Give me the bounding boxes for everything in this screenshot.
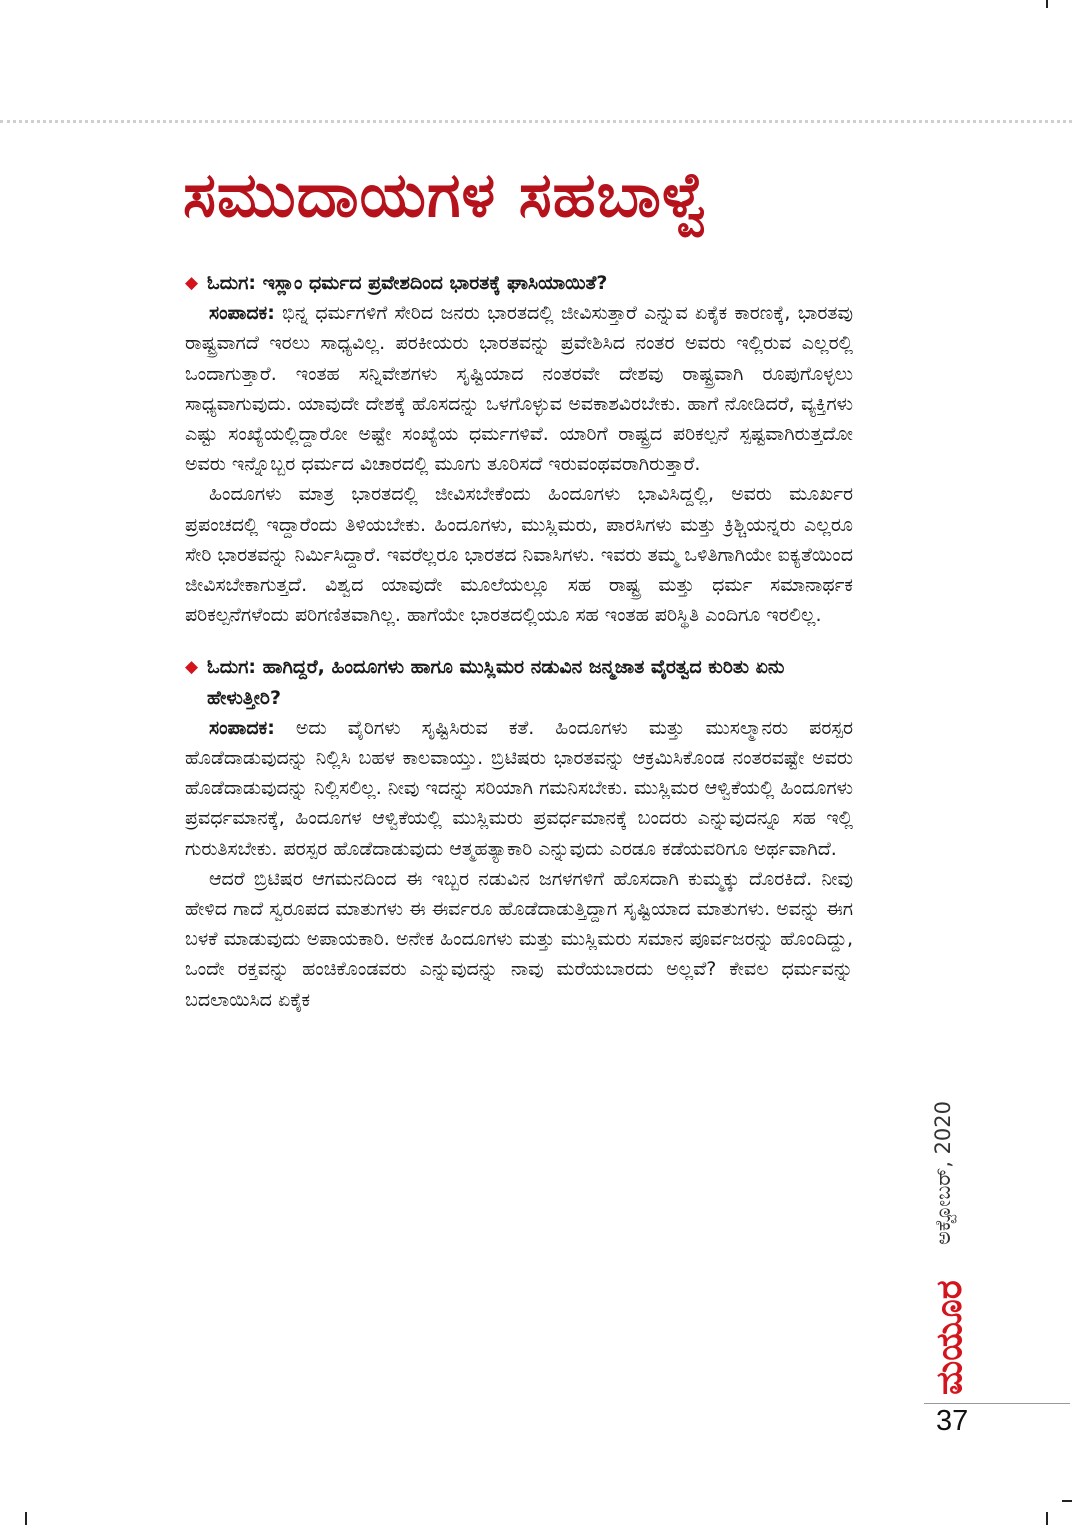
editor-answer-paragraph <box>185 298 853 479</box>
answer-text: ಭಿನ್ನ ಧರ್ಮಗಳಿಗೆ ಸೇರಿದ ಜನರು ಭಾರತದಲ್ಲಿ ಜೀವಿಸುತ್ತಾರೆ ಎನ್ನುವ ಏಕೈಕ ಕಾರಣಕ್ಕೆ, ಭಾರತವು ರಾಷ್ಟ್ರವಾಗದೆ ಇರಲು ಸಾಧ್ಯವಿಲ್ಲ. ಪರಕೀಯರು ಭಾರತವನ್ನು ಪ್ರವೇಶಿಸಿದ ನಂತರ ಅವರು ಇಲ್ಲಿರುವ ಎಲ್ಲರಲ್ಲಿ ಒಂದಾಗುತ್ತಾರೆ. ಇಂತಹ ಸನ್ನಿವೇಶಗಳು ಸೃಷ್ಟಿಯಾದ ನಂತರವೇ ದೇಶವು ರಾಷ್ಟ್ರವಾಗಿ ರೂಪುಗೊಳ್ಳಲು ಸಾಧ್ಯವಾಗುವುದು. ಯಾವುದೇ ದೇಶಕ್ಕೆ ಹೊಸದನ್ನು ಒಳಗೊಳ್ಳುವ ಅವಕಾಶವಿರಬೇಕು. ಹಾಗೆ ನೋಡಿದರೆ, ವ್ಯಕ್ತಿಗಳು ಎಷ್ಟು ಸಂಖ್ಯೆಯಲ್ಲಿದ್ದಾರೋ ಅಷ್ಟೇ ಸಂಖ್ಯೆಯ ಧರ್ಮಗಳಿವೆ. ಯಾರಿಗೆ ರಾಷ್ಟ್ರದ ಪರಿಕಲ್ಪನೆ ಸ್ಪಷ್ಟವಾಗಿರುತ್ತದೋ ಅವರು ಇನ್ನೊಬ್ಬರ ಧರ್ಮದ ವಿಚಾರದಲ್ಲಿ ಮೂಗು ತೂರಿಸದೆ ಇರುವಂಥವರಾಗಿರುತ್ತಾರೆ. <box>185 302 853 476</box>
header-dotted-rule <box>0 120 1072 123</box>
reader-question <box>185 268 853 298</box>
question-text: ಓದುಗ: ಹಾಗಿದ್ದರೆ, ಹಿಂದೂಗಳು ಹಾಗೂ ಮುಸ್ಲಿಮರ ನಡುವಿನ ಜನ್ಮಜಾತ ವೈರತ್ವದ ಕುರಿತು ಏನು ಹೇಳುತ್ತೀರಿ? <box>207 656 785 709</box>
speaker-label: ಸಂಪಾದಕ: <box>209 302 275 325</box>
diamond-bullet-icon: ◆ <box>185 657 199 678</box>
speaker-label: ಸಂಪಾದಕ: <box>209 716 275 739</box>
crop-mark-top <box>1046 0 1048 8</box>
issue-date: ಅಕ್ಟೋಬರ್, 2020 <box>931 1100 955 1245</box>
qa-section-2 <box>185 652 853 1014</box>
qa-section-1 <box>185 268 853 630</box>
answer-text: ಅದು ವೈರಿಗಳು ಸೃಷ್ಟಿಸಿರುವ ಕತೆ. ಹಿಂದೂಗಳು ಮತ್ತು ಮುಸಲ್ಮಾನರು ಪರಸ್ಪರ ಹೊಡೆದಾಡುವುದನ್ನು ನಿಲ್ಲಿಸಿ ಬಹಳ ಕಾಲವಾಯ್ತು. ಬ್ರಿಟಿಷರು ಭಾರತವನ್ನು ಆಕ್ರಮಿಸಿಕೊಂಡ ನಂತರವಷ್ಟೇ ಅವರು ಹೊಡೆದಾಡುವುದನ್ನು ನಿಲ್ಲಿಸಲಿಲ್ಲ. ನೀವು ಇದನ್ನು ಸರಿಯಾಗಿ ಗಮನಿಸಬೇಕು. ಮುಸ್ಲಿಮರ ಆಳ್ವಿಕೆಯಲ್ಲಿ ಹಿಂದೂಗಳು ಪ್ರವರ್ಧಮಾನಕ್ಕೆ, ಹಿಂದೂಗಳ ಆಳ್ವಿಕೆಯಲ್ಲಿ ಮುಸ್ಲಿಮರು ಪ್ರವರ್ಧಮಾನಕ್ಕೆ ಬಂದರು ಎನ್ನುವುದನ್ನೂ ಸಹ ಇಲ್ಲಿ ಗುರುತಿಸಬೇಕು. ಪರಸ್ಪರ ಹೊಡೆದಾಡುವುದು ಆತ್ಮಹತ್ಯಾಕಾರಿ ಎನ್ನುವುದು ಎರಡೂ ಕಡೆಯವರಿಗೂ ಅರ್ಥವಾಗಿದೆ. <box>185 716 853 860</box>
article-title: ಸಮುದಾಯಗಳ ಸಹಬಾಳ್ವೆ <box>183 158 711 231</box>
crop-mark-bottom-left <box>25 1512 27 1525</box>
editor-answer-paragraph <box>185 713 853 864</box>
question-text: ಓದುಗ: ಇಸ್ಲಾಂ ಧರ್ಮದ ಪ್ರವೇಶದಿಂದ ಭಾರತಕ್ಕೆ ಘಾಸಿಯಾಯಿತೆ? <box>207 272 608 294</box>
diamond-bullet-icon: ◆ <box>185 273 199 293</box>
answer-paragraph: ಆದರೆ ಬ್ರಿಟಿಷರ ಆಗಮನದಿಂದ ಈ ಇಬ್ಬರ ನಡುವಿನ ಜಗಳಗಳಿಗೆ ಹೊಸದಾಗಿ ಕುಮ್ಮಕ್ಕು ದೊರಕಿದೆ. ನೀವು ಹೇಳಿದ ಗಾದೆ ಸ್ವರೂಪದ ಮಾತುಗಳು ಈ ಈರ್ವರೂ ಹೊಡೆದಾಡುತ್ತಿದ್ದಾಗ ಸೃಷ್ಟಿಯಾದ ಮಾತುಗಳು. ಅವನ್ನು ಈಗ ಬಳಕೆ ಮಾಡುವುದು ಅಪಾಯಕಾರಿ. ಅನೇಕ ಹಿಂದೂಗಳು ಮತ್ತು ಮುಸ್ಲಿಮರು ಸಮಾನ ಪೂರ್ವಜರನ್ನು ಹೊಂದಿದ್ದು, ಒಂದೇ ರಕ್ತವನ್ನು ಹಂಚಿಕೊಂಡವರು ಎನ್ನುವುದನ್ನು ನಾವು ಮರೆಯಬಾರದು ಅಲ್ಲವೆ? ಕೇವಲ ಧರ್ಮವನ್ನು ಬದಲಾಯಿಸಿದ ಏಕೈಕ <box>185 867 853 1011</box>
crop-mark-bottom-right <box>1046 1512 1048 1525</box>
reader-question <box>185 652 853 712</box>
answer-paragraph: ಹಿಂದೂಗಳು ಮಾತ್ರ ಭಾರತದಲ್ಲಿ ಜೀವಿಸಬೇಕೆಂದು ಹಿಂದೂಗಳು ಭಾವಿಸಿದ್ದಲ್ಲಿ, ಅವರು ಮೂರ್ಖರ ಪ್ರಪಂಚದಲ್ಲಿ ಇದ್ದಾರೆಂದು ತಿಳಿಯಬೇಕು. ಹಿಂದೂಗಳು, ಮುಸ್ಲಿಮರು, ಪಾರಸಿಗಳು ಮತ್ತು ಕ್ರಿಶ್ಚಿಯನ್ನರು ಎಲ್ಲರೂ ಸೇರಿ ಭಾರತವನ್ನು ನಿರ್ಮಿಸಿದ್ದಾರೆ. ಇವರೆಲ್ಲರೂ ಭಾರತದ ನಿವಾಸಿಗಳು. ಇವರು ತಮ್ಮ ಒಳಿತಿಗಾಗಿಯೇ ಐಕ್ಯತೆಯಿಂದ ಜೀವಿಸಬೇಕಾಗುತ್ತದೆ. ವಿಶ್ವದ ಯಾವುದೇ ಮೂಲೆಯಲ್ಲೂ ಸಹ ರಾಷ್ಟ್ರ ಮತ್ತು ಧರ್ಮ ಸಮಾನಾರ್ಥಕ ಪರಿಕಲ್ಪನೆಗಳೆಂದು ಪರಿಗಣಿತವಾಗಿಲ್ಲ. ಹಾಗೆಯೇ ಭಾರತದಲ್ಲಿಯೂ ಸಹ ಇಂತಹ ಪರಿಸ್ಥಿತಿ ಎಂದಿಗೂ ಇರಲಿಲ್ಲ. <box>185 483 853 627</box>
crop-mark-right <box>1062 1500 1072 1502</box>
magazine-logo: ಮಯೂರ <box>928 1280 970 1395</box>
article-body <box>185 268 853 1015</box>
page-number: 37 <box>936 1405 969 1437</box>
